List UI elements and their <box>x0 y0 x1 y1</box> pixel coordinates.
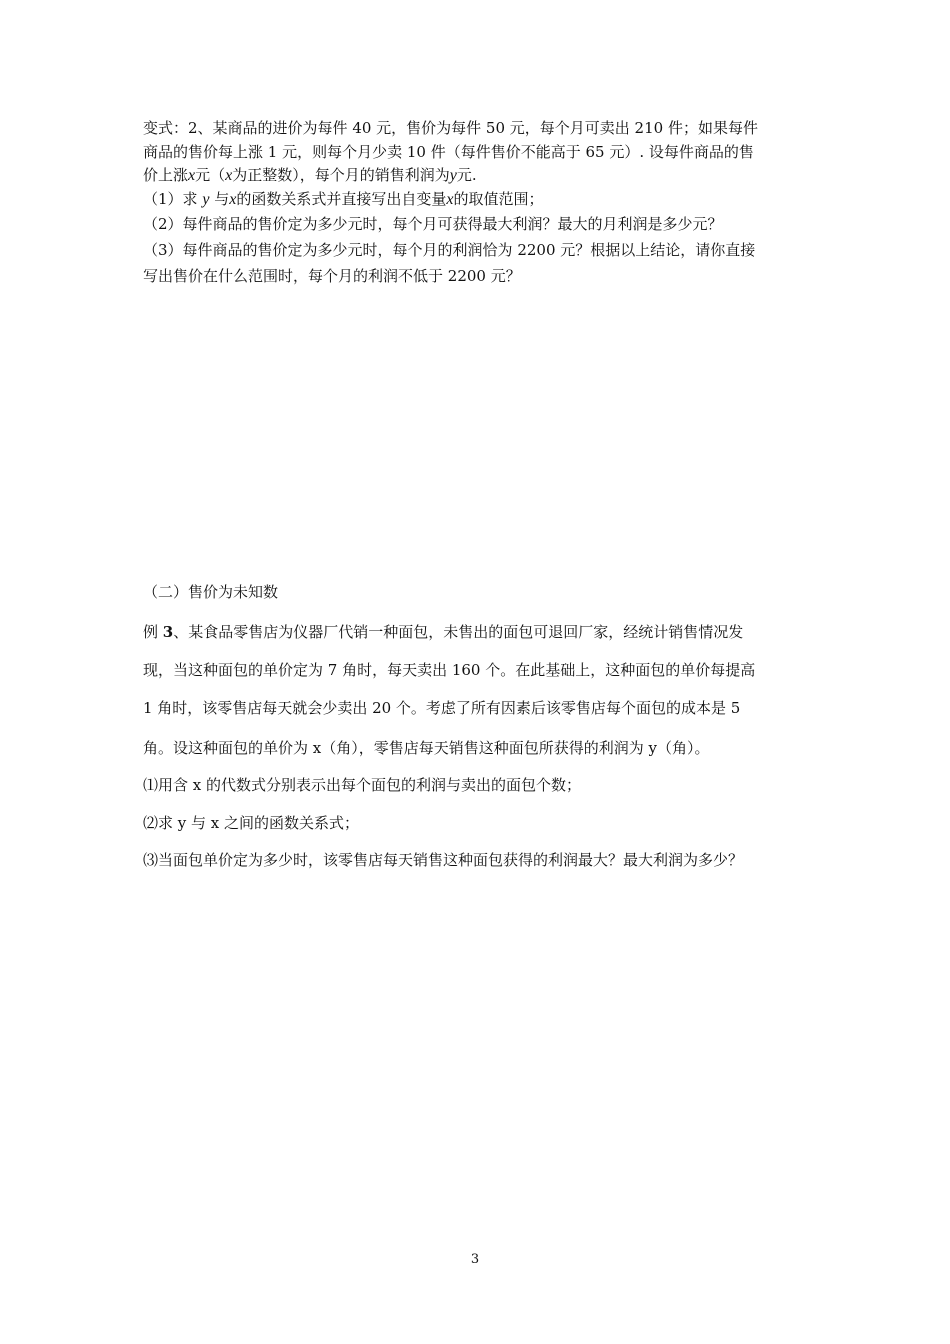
text: 与 <box>214 190 230 208</box>
example-3-line-3: 1 角时，该零售店每天就会少卖出 20 个。考虑了所有因素后该零售店每个面包的成本是 5 <box>143 699 741 717</box>
text: 为正整数），每个月的销售利润为 <box>232 166 450 184</box>
problem-2-question-3-line-2: 写出售价在什么范围时，每个月的利润不低于 2200 元？ <box>143 267 521 285</box>
example-3-question-3: ⑶当面包单价定为多少时，该零售店每天销售这种面包获得的利润最大？最大利润为多少？ <box>143 851 744 869</box>
problem-2-question-2: （2）每件商品的售价定为多少元时，每个月可获得最大利润？最大的月利润是多少元？ <box>143 215 723 233</box>
problem-2-question-1 <box>143 189 543 210</box>
var-y: y <box>202 191 210 208</box>
example-label: 例 <box>143 623 163 641</box>
var-x: x <box>188 167 196 184</box>
var-x: x <box>446 191 454 208</box>
example-3-line-2: 现，当这种面包的单价定为 7 角时，每天卖出 160 个。在此基础上，这种面包的单价每提高 <box>143 661 756 679</box>
text: 的取值范围； <box>453 190 544 208</box>
var-x: x <box>225 167 233 184</box>
problem-2-line-1: 变式：2、某商品的进价为每件 40 元，售价为每件 50 元，每个月可卖出 210 件；如果每件 <box>143 119 758 137</box>
page-number: 3 <box>470 1252 480 1267</box>
example-3-line-1 <box>143 622 743 642</box>
text: 、某食品零售店为仪器厂代销一种面包，未售出的面包可退回厂家，经统计销售情况发 <box>173 623 744 641</box>
text: （1）求 <box>143 190 198 208</box>
problem-2-line-3 <box>143 165 477 186</box>
text: 的函数关系式并直接写出自变量 <box>236 190 447 208</box>
problem-2-question-3-line-1: （3）每件商品的售价定为多少元时，每个月的利润恰为 2200 元？根据以上结论，请你直接 <box>143 241 756 259</box>
section-heading: （二）售价为未知数 <box>143 583 279 601</box>
var-y: y <box>449 167 457 184</box>
example-3-question-2: ⑵求 y 与 x 之间的函数关系式； <box>143 814 360 832</box>
text: 价上涨 <box>143 166 189 184</box>
example-number: 3 <box>162 623 174 641</box>
problem-2-line-2: 商品的售价每上涨 1 元，则每个月少卖 10 件（每件售价不能高于 65 元）. 设每件商品的售 <box>143 143 754 161</box>
example-3-line-4: 角。设这种面包的单价为 x（角），零售店每天销售这种面包所获得的利润为 y（角）。 <box>143 739 710 757</box>
text: 元（ <box>195 166 226 184</box>
text: 元. <box>456 166 477 184</box>
var-x: x <box>229 191 237 208</box>
example-3-question-1: ⑴用含 x 的代数式分别表示出每个面包的利润与卖出的面包个数； <box>143 776 581 794</box>
